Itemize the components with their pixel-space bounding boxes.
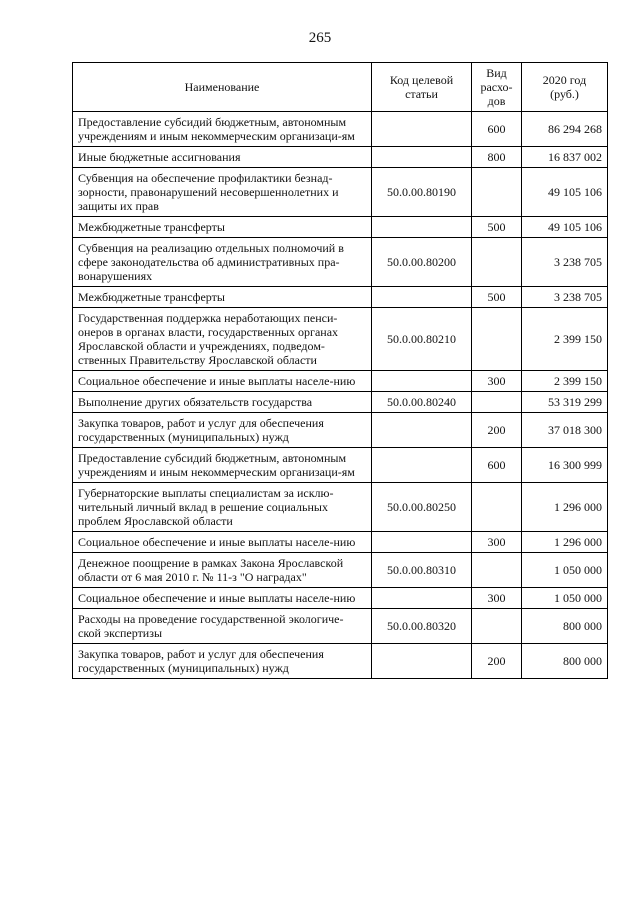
table-row	[73, 287, 608, 308]
cell-code	[372, 287, 472, 308]
cell-code	[372, 644, 472, 679]
cell-amount: 3 238 705	[522, 287, 608, 308]
cell-code	[372, 588, 472, 609]
cell-code	[372, 413, 472, 448]
cell-amount: 1 050 000	[522, 553, 608, 588]
cell-expense-type: 500	[472, 217, 522, 238]
cell-code	[372, 217, 472, 238]
cell-expense-type	[472, 238, 522, 287]
header-amount: 2020 год (руб.)	[522, 63, 608, 112]
cell-expense-type: 300	[472, 588, 522, 609]
table-row	[73, 413, 608, 448]
cell-name: Предоставление субсидий бюджетным, автономным учреждениям и иным некоммерческим организаци-ям	[73, 448, 372, 483]
table-row	[73, 392, 608, 413]
cell-expense-type: 300	[472, 371, 522, 392]
cell-amount: 800 000	[522, 609, 608, 644]
cell-code	[372, 371, 472, 392]
cell-amount: 2 399 150	[522, 308, 608, 371]
table-row	[73, 371, 608, 392]
cell-expense-type: 800	[472, 147, 522, 168]
cell-expense-type: 500	[472, 287, 522, 308]
cell-amount: 49 105 106	[522, 217, 608, 238]
table-row	[73, 147, 608, 168]
cell-code	[372, 448, 472, 483]
cell-amount: 800 000	[522, 644, 608, 679]
cell-name: Социальное обеспечение и иные выплаты населе-нию	[73, 371, 372, 392]
cell-amount: 1 296 000	[522, 483, 608, 532]
cell-expense-type	[472, 609, 522, 644]
cell-amount: 3 238 705	[522, 238, 608, 287]
table-row	[73, 609, 608, 644]
cell-expense-type: 300	[472, 532, 522, 553]
cell-code	[372, 532, 472, 553]
cell-code	[372, 147, 472, 168]
table-row	[73, 532, 608, 553]
cell-code: 50.0.00.80190	[372, 168, 472, 217]
cell-amount: 49 105 106	[522, 168, 608, 217]
cell-expense-type	[472, 392, 522, 413]
cell-name: Социальное обеспечение и иные выплаты населе-нию	[73, 588, 372, 609]
cell-code	[372, 112, 472, 147]
cell-code: 50.0.00.80200	[372, 238, 472, 287]
header-name: Наименование	[73, 63, 372, 112]
cell-amount: 53 319 299	[522, 392, 608, 413]
cell-code: 50.0.00.80240	[372, 392, 472, 413]
table-row	[73, 644, 608, 679]
cell-name: Губернаторские выплаты специалистам за исклю-чительный личный вклад в решение социальных проблем Ярославской области	[73, 483, 372, 532]
cell-expense-type	[472, 308, 522, 371]
header-expense-type: Вид расхо-дов	[472, 63, 522, 112]
table-row	[73, 112, 608, 147]
cell-expense-type	[472, 483, 522, 532]
cell-expense-type: 600	[472, 448, 522, 483]
table-row	[73, 238, 608, 287]
cell-expense-type: 200	[472, 644, 522, 679]
table-row	[73, 448, 608, 483]
table-row	[73, 308, 608, 371]
cell-name: Социальное обеспечение и иные выплаты населе-нию	[73, 532, 372, 553]
cell-name: Денежное поощрение в рамках Закона Ярославской области от 6 мая 2010 г. № 11-з "О наградах"	[73, 553, 372, 588]
cell-amount: 37 018 300	[522, 413, 608, 448]
cell-code: 50.0.00.80250	[372, 483, 472, 532]
cell-amount: 1 050 000	[522, 588, 608, 609]
cell-name: Расходы на проведение государственной экологиче-ской экспертизы	[73, 609, 372, 644]
cell-expense-type	[472, 168, 522, 217]
cell-name: Закупка товаров, работ и услуг для обеспечения государственных (муниципальных) нужд	[73, 413, 372, 448]
cell-amount: 16 300 999	[522, 448, 608, 483]
cell-name: Иные бюджетные ассигнования	[73, 147, 372, 168]
table-row	[73, 483, 608, 532]
cell-expense-type	[472, 553, 522, 588]
cell-name: Межбюджетные трансферты	[73, 217, 372, 238]
table-row	[73, 588, 608, 609]
table-header	[73, 63, 608, 112]
cell-name: Субвенция на обеспечение профилактики безнад-зорности, правонарушений несовершеннолетних и защиты их прав	[73, 168, 372, 217]
cell-code: 50.0.00.80210	[372, 308, 472, 371]
cell-name: Выполнение других обязательств государства	[73, 392, 372, 413]
cell-amount: 2 399 150	[522, 371, 608, 392]
header-code: Код целевой статьи	[372, 63, 472, 112]
header-row	[73, 63, 608, 112]
table-row	[73, 168, 608, 217]
budget-table	[72, 62, 608, 679]
cell-code: 50.0.00.80310	[372, 553, 472, 588]
cell-amount: 1 296 000	[522, 532, 608, 553]
cell-expense-type: 600	[472, 112, 522, 147]
cell-amount: 86 294 268	[522, 112, 608, 147]
table-body	[73, 112, 608, 679]
cell-expense-type: 200	[472, 413, 522, 448]
table-row	[73, 217, 608, 238]
page-number: 265	[308, 30, 332, 46]
cell-name: Субвенция на реализацию отдельных полномочий в сфере законодательства об административных пра-вонарушениях	[73, 238, 372, 287]
cell-amount: 16 837 002	[522, 147, 608, 168]
cell-name: Межбюджетные трансферты	[73, 287, 372, 308]
cell-name: Закупка товаров, работ и услуг для обеспечения государственных (муниципальных) нужд	[73, 644, 372, 679]
table-row	[73, 553, 608, 588]
cell-name: Государственная поддержка неработающих пенси-онеров в органах власти, государственных органах Ярославской области и учреждениях, подведом-ственных Правительству Ярославской области	[73, 308, 372, 371]
cell-code: 50.0.00.80320	[372, 609, 472, 644]
cell-name: Предоставление субсидий бюджетным, автономным учреждениям и иным некоммерческим организаци-ям	[73, 112, 372, 147]
